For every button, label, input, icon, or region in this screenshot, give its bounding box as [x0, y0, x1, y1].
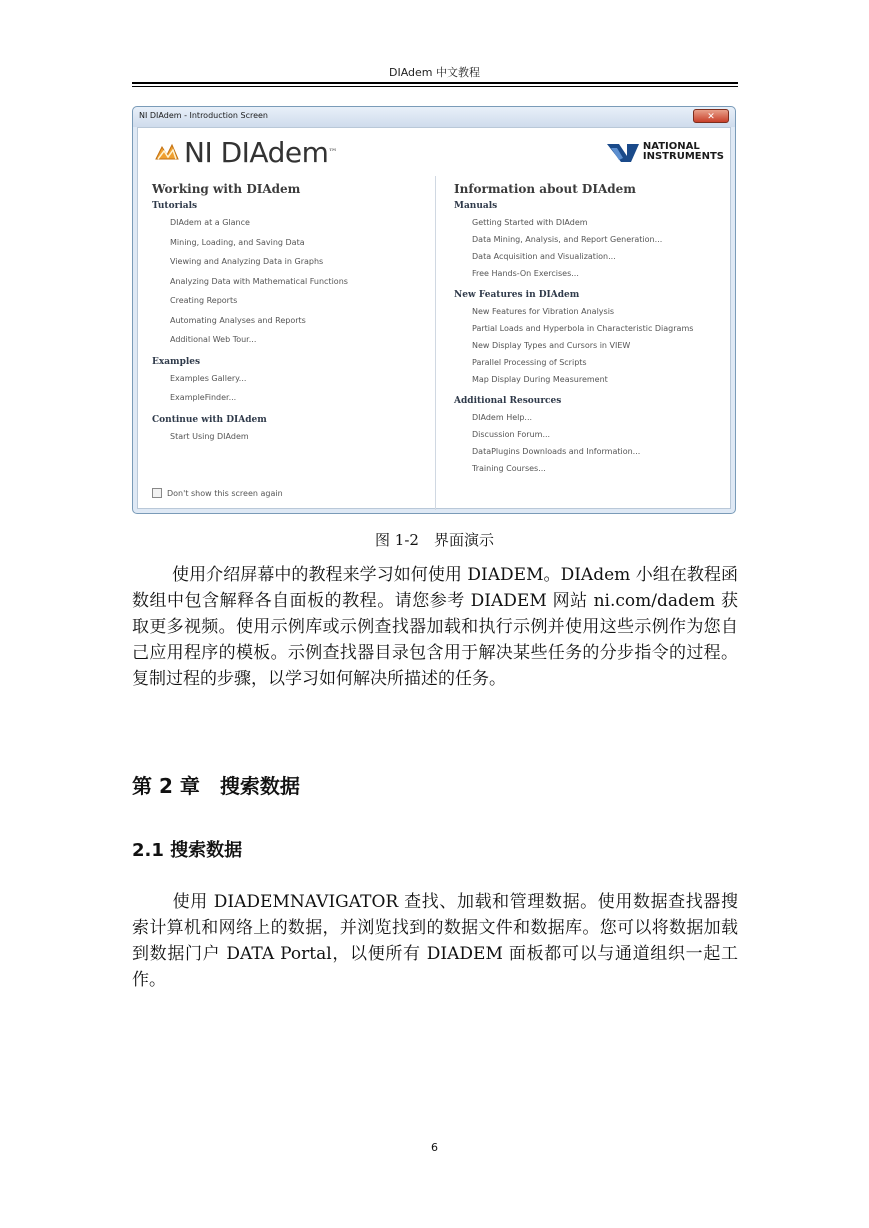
header-rule [132, 82, 738, 84]
paragraph-navigator-text: 使用 DIADEMNAVIGATOR 查找、加载和管理数据。使用数据查找器搜索计算机和网络上的数据，并浏览找到的数据文件和数据库。您可以将数据加载到数据门户 DATA Portal，以便所有 DIADEM 面板都可以与通道组织一起工作。 [132, 892, 738, 990]
paragraph-intro [132, 562, 738, 692]
tutorial-link[interactable]: Creating Reports [170, 296, 238, 305]
header-rule-thin [132, 86, 738, 87]
tutorial-link[interactable]: Automating Analyses and Reports [170, 315, 306, 325]
logo-trademark: ™ [328, 147, 338, 158]
manual-link[interactable]: Data Acquisition and Visualization... [472, 252, 616, 261]
window-body [137, 127, 731, 509]
column-divider [435, 176, 436, 510]
feature-link[interactable]: Partial Loads and Hyperbola in Characteristic Diagrams [472, 324, 694, 333]
tutorial-link[interactable]: DIAdem at a Glance [170, 218, 250, 227]
section-title: 2.1 搜索数据 [132, 840, 243, 861]
tutorial-link[interactable]: Additional Web Tour... [170, 335, 257, 344]
right-column [454, 176, 734, 479]
dont-show-checkbox[interactable] [152, 488, 162, 498]
chapter-title: 第 2 章 搜索数据 [132, 774, 300, 798]
examples-gallery-link[interactable]: Examples Gallery... [170, 373, 247, 383]
intro-screen-window [132, 106, 736, 514]
window-titlebar [133, 107, 735, 127]
manuals-heading: Manuals [454, 201, 498, 211]
tutorials-heading: Tutorials [152, 201, 198, 211]
running-header: DIAdem 中文教程 [388, 66, 480, 79]
left-column [152, 176, 432, 449]
feature-link[interactable]: Map Display During Measurement [472, 375, 608, 384]
resource-link[interactable]: Training Courses... [472, 464, 546, 473]
tutorial-link[interactable]: Analyzing Data with Mathematical Functions [170, 276, 348, 286]
start-using-link[interactable]: Start Using DIAdem [170, 431, 249, 441]
tutorials-list [152, 216, 432, 353]
examplefinder-link[interactable]: ExampleFinder... [170, 393, 237, 402]
ni-logo-line2: INSTRUMENTS [642, 151, 724, 162]
manual-link[interactable]: Getting Started with DIAdem [472, 218, 588, 227]
window-title: NI DIAdem - Introduction Screen [139, 111, 268, 120]
feature-link[interactable]: New Display Types and Cursors in VIEW [472, 341, 631, 350]
new-features-heading: New Features in DIAdem [454, 290, 580, 300]
manual-link[interactable]: Data Mining, Analysis, and Report Generation... [472, 235, 663, 244]
ni-logo-line1: NATIONAL [642, 141, 700, 152]
manual-link[interactable]: Free Hands-On Exercises... [472, 269, 579, 278]
dont-show-row[interactable] [152, 488, 283, 498]
ni-eagle-icon [605, 140, 641, 164]
paragraph-intro-text: 使用介绍屏幕中的教程来学习如何使用 DIADEM。DIAdem 小组在教程函数组中包含解释各自面板的教程。请您参考 DIADEM 网站 ni.com/dadem 获取更多视频。使用示例库或示例查找器加载和执行示例并使用这些示例作为您自己应用程序的模板。示例查找器目录包含用于解决某些任务的分步指令的过程。复制过程的步骤，以学习如何解决所描述的任务。 [132, 565, 738, 689]
continue-heading: Continue with DIAdem [152, 414, 267, 425]
logo-text: NI DIAdem [184, 136, 329, 169]
feature-link[interactable]: Parallel Processing of Scripts [472, 358, 587, 367]
resource-link[interactable]: Discussion Forum... [472, 430, 551, 439]
close-icon[interactable]: ✕ [693, 109, 729, 123]
resources-heading: Additional Resources [454, 396, 562, 406]
left-column-title: Working with DIAdem [152, 182, 301, 196]
tutorial-link[interactable]: Viewing and Analyzing Data in Graphs [170, 257, 324, 266]
banner [138, 128, 730, 176]
figure-caption: 图 1-2 界面演示 [375, 531, 494, 549]
diadem-logo [154, 136, 337, 169]
ni-logo-text [643, 142, 724, 162]
paragraph-navigator [132, 889, 738, 993]
resource-link[interactable]: DataPlugins Downloads and Information... [472, 447, 641, 456]
page-number: 6 [431, 1141, 438, 1154]
dont-show-label: Don't show this screen again [167, 488, 283, 498]
ni-logo [605, 140, 724, 164]
examples-heading: Examples [152, 356, 201, 367]
right-column-title: Information about DIAdem [454, 182, 636, 196]
resource-link[interactable]: DIAdem Help... [472, 413, 533, 422]
tutorial-link[interactable]: Mining, Loading, and Saving Data [170, 237, 305, 247]
feature-link[interactable]: New Features for Vibration Analysis [472, 307, 615, 316]
diadem-logo-icon [154, 141, 180, 165]
